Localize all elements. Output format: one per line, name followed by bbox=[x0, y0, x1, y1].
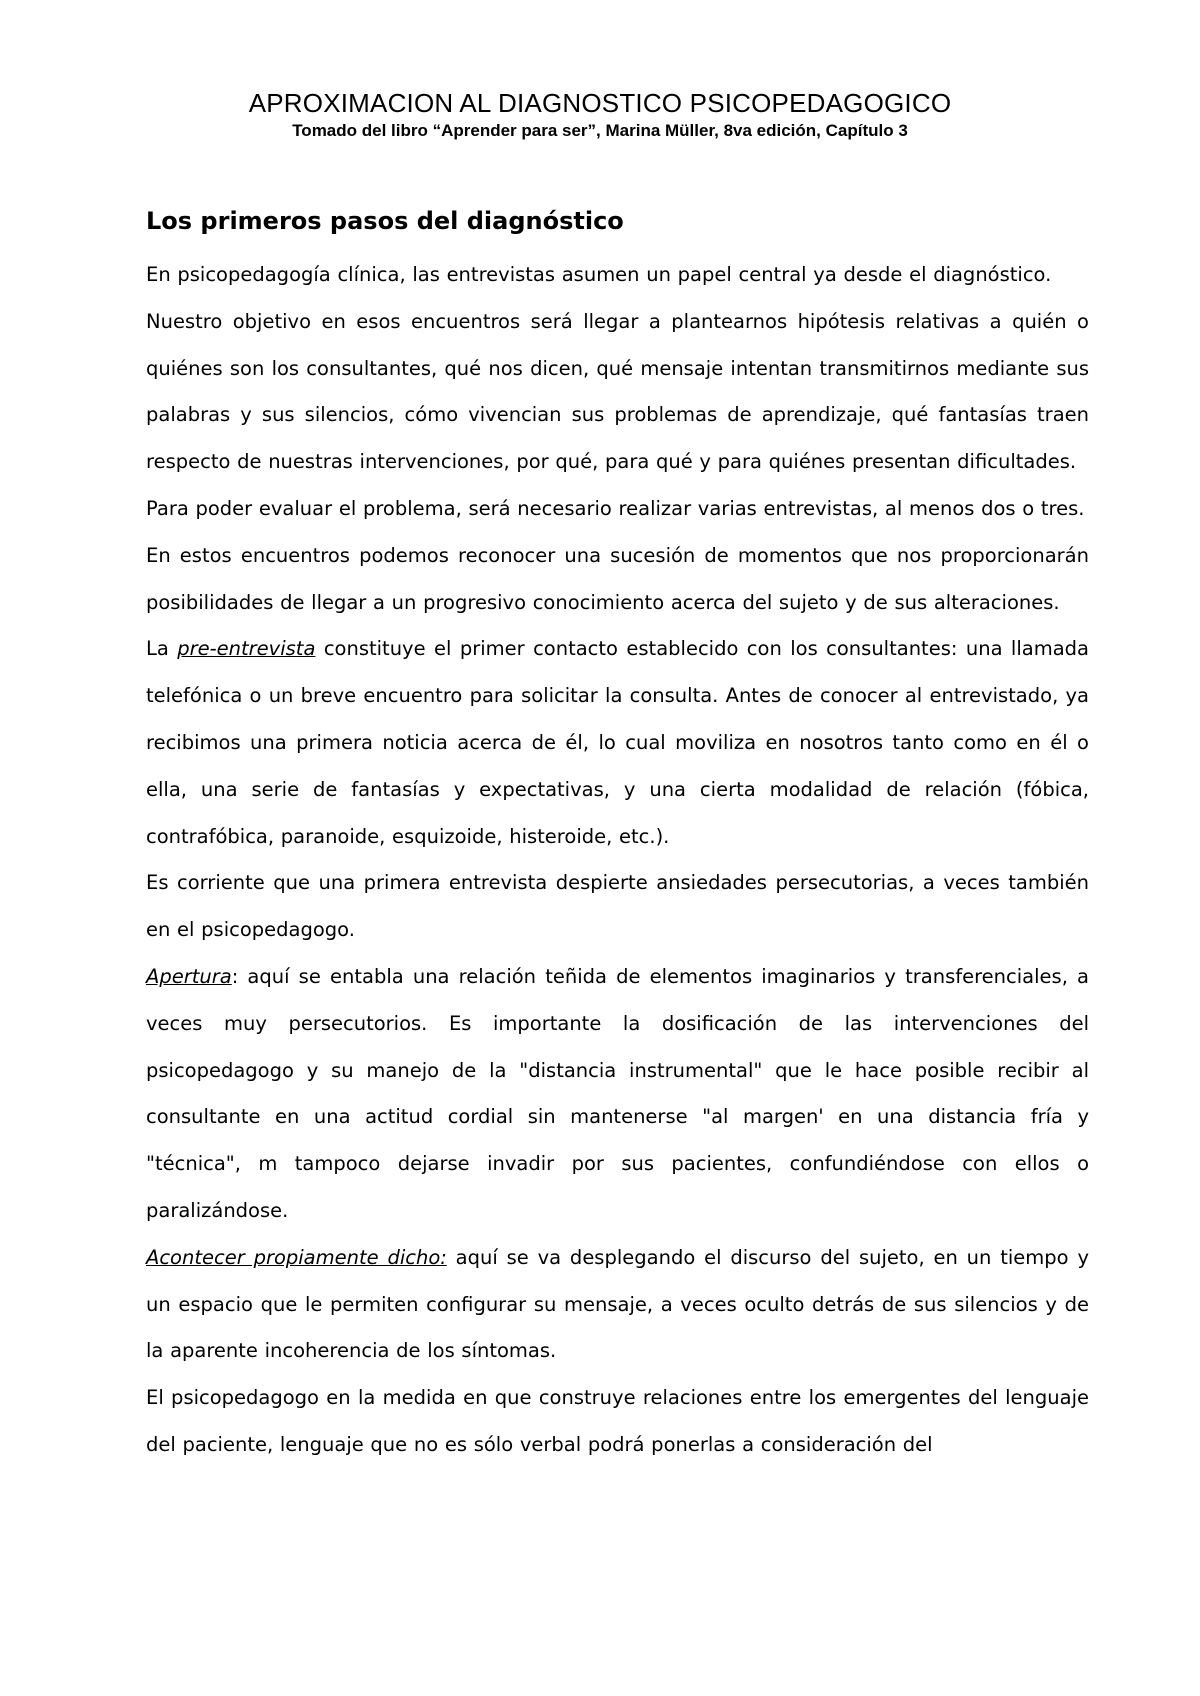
paragraph-6: Es corriente que una primera entrevista despierte ansiedades persecutorias, a veces también en el psicopedagogo. bbox=[146, 871, 1089, 942]
term-acontecer: Acontecer propiamente dicho: bbox=[146, 1245, 447, 1269]
document-subtitle: Tomado del libro “Aprender para ser”, Marina Müller, 8va edición, Capítulo 3 bbox=[292, 121, 908, 140]
paragraph-1: En psicopedagogía clínica, las entrevistas asumen un papel central ya desde el diagnóstico. bbox=[146, 263, 1052, 286]
paragraph-5-lead: La bbox=[146, 637, 178, 661]
term-pre-entrevista: pre-entrevista bbox=[177, 637, 316, 661]
paragraph-5-text: constituye el primer contacto establecido con los consultantes: una llamada telefónica o un breve encuentro para solicitar la consulta. Antes de conocer al entrevistado, ya recibimos una primera noticia acerca de él, lo cual moviliza en nosotros tanto como en él o ella, una serie de fantasías y expectativas, y una cierta modalidad de relación (fóbica, contrafóbica, paranoide, esquizoide, histeroide, etc.). bbox=[146, 637, 1089, 848]
term-apertura: Apertura bbox=[146, 964, 232, 988]
paragraph-5 bbox=[146, 626, 1089, 860]
paragraph-8-text: aquí se va desplegando el discurso del sujeto, en un tiempo y un espacio que le permiten configurar su mensaje, a veces oculto detrás de sus silencios y de la aparente incoherencia de los síntomas. bbox=[146, 1245, 1089, 1363]
document-body bbox=[146, 252, 1089, 1469]
paragraph-3: Para poder evaluar el problema, será necesario realizar varias entrevistas, al menos dos o tres. bbox=[146, 496, 1085, 520]
paragraph-9: El psicopedagogo en la medida en que construye relaciones entre los emergentes del lenguaje del paciente, lenguaje que no es sólo verbal podrá ponerlas a consideración del bbox=[146, 1386, 1089, 1456]
paragraph-7 bbox=[146, 954, 1089, 1235]
document-title: APROXIMACION AL DIAGNOSTICO PSICOPEDAGOGICO bbox=[248, 88, 952, 118]
paragraph-4: En estos encuentros podemos reconocer una sucesión de momentos que nos proporcionarán posibilidades de llegar a un progresivo conocimiento acerca del sujeto y de sus alteraciones. bbox=[146, 543, 1089, 614]
section-heading: Los primeros pasos del diagnóstico bbox=[146, 207, 624, 235]
paragraph-8 bbox=[146, 1235, 1089, 1375]
paragraph-2: Nuestro objetivo en esos encuentros será llegar a plantearnos hipótesis relativas a quién o quiénes son los consultantes, qué nos dicen, qué mensaje intentan transmitirnos mediante sus palabras y sus silencios, cómo vivencian sus problemas de aprendizaje, qué fantasías traen respecto de nuestras intervenciones, por qué, para qué y para quiénes presentan dificultades. bbox=[146, 309, 1089, 474]
paragraph-7-text: : aquí se entabla una relación teñida de elementos imaginarios y transferenciales, a veces muy persecutorios. Es importante la dosificación de las intervenciones del psicopedagogo y su manejo de la "distancia instrumental" que le hace posible recibir al consultante en una actitud cordial sin mantenerse "al margen' en una distancia fría y "técnica", m tampoco dejarse invadir por sus pacientes, confundiéndose con ellos o paralizándose. bbox=[146, 964, 1089, 1222]
